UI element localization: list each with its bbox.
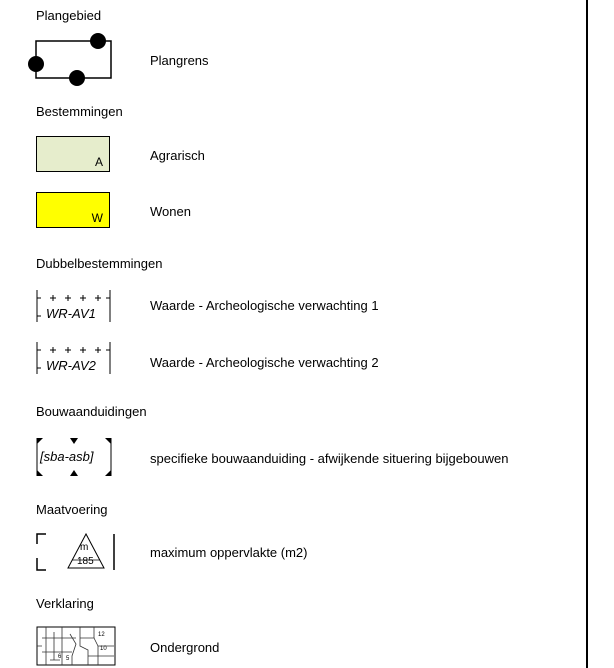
label-sba-asb: specifieke bouwaanduiding - afwijkende situering bijgebouwen [150, 451, 509, 466]
maatvoering-value: 185 [77, 556, 94, 567]
symbol-wr-av2 [34, 340, 114, 376]
heading-verklaring: Verklaring [36, 596, 94, 611]
parcel-number: 12 [98, 632, 105, 638]
code-wr-av1: WR-AV1 [46, 306, 96, 321]
plangrens-symbol [28, 30, 118, 90]
parcel-number: 6 [58, 654, 62, 660]
heading-plangebied: Plangebied [36, 8, 102, 23]
label-max-oppervlakte: maximum oppervlakte (m2) [150, 545, 308, 560]
label-wonen: Wonen [150, 204, 191, 219]
parcel-number: 5 [66, 656, 70, 662]
symbol-ondergrond [36, 626, 116, 666]
code-agrarisch: A [94, 155, 103, 169]
heading-maatvoering: Maatvoering [36, 502, 108, 517]
code-wonen: W [91, 211, 103, 225]
symbol-wr-av1 [34, 288, 114, 324]
maatvoering-unit: m [80, 542, 89, 553]
heading-dubbelbestemmingen: Dubbelbestemmingen [36, 256, 163, 271]
swatch-agrarisch [36, 136, 110, 172]
label-ondergrond: Ondergrond [150, 640, 220, 655]
code-sba-asb: [sba-asb] [40, 449, 94, 464]
code-wr-av2: WR-AV2 [46, 358, 96, 373]
symbol-max-oppervlakte [34, 530, 118, 572]
label-agrarisch: Agrarisch [150, 148, 205, 163]
label-wr-av2: Waarde - Archeologische verwachting 2 [150, 355, 379, 370]
symbol-sba-asb [34, 436, 114, 478]
legend-right-border [586, 0, 588, 668]
heading-bouwaanduidingen: Bouwaanduidingen [36, 404, 147, 419]
parcel-number: 10 [100, 646, 107, 652]
label-wr-av1: Waarde - Archeologische verwachting 1 [150, 298, 379, 313]
swatch-wonen [36, 192, 110, 228]
label-plangrens: Plangrens [150, 53, 209, 68]
heading-bestemmingen: Bestemmingen [36, 104, 123, 119]
